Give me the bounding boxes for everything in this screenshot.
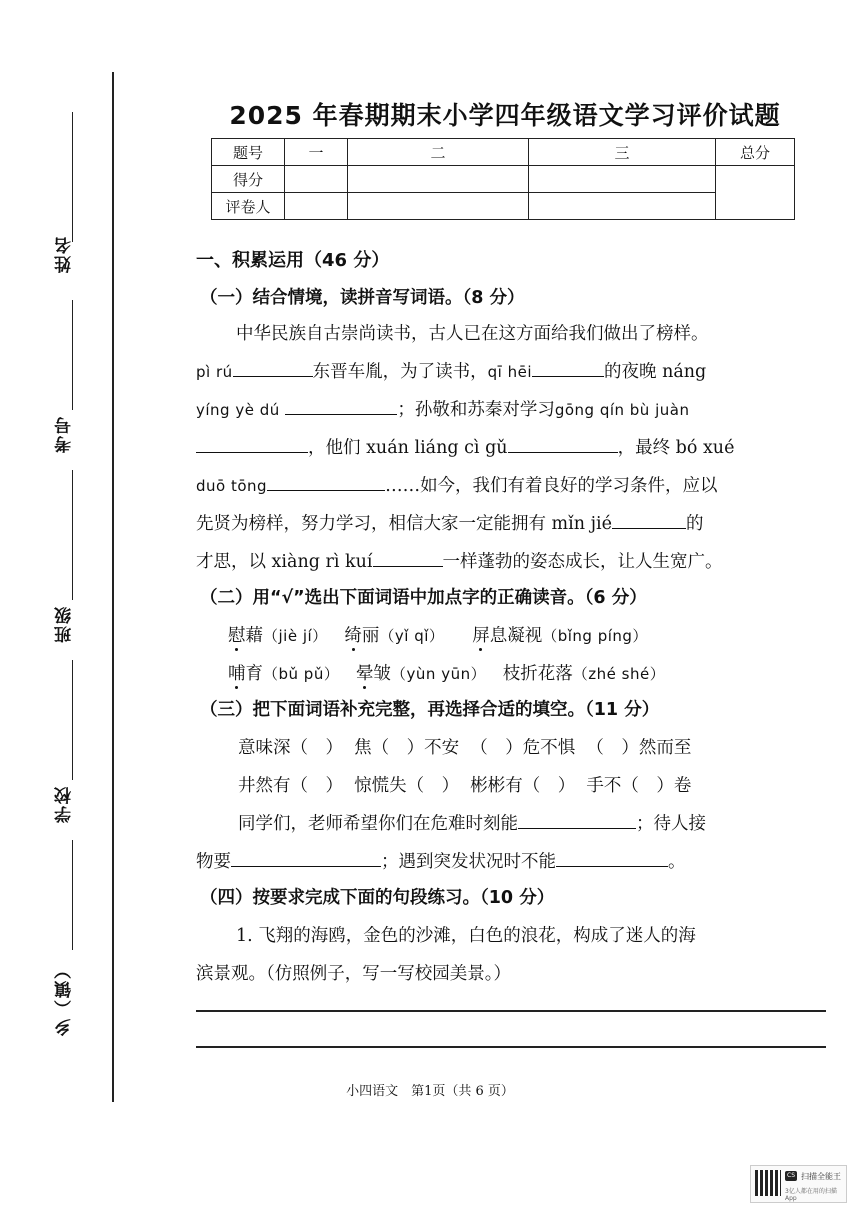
scanner-app-slogan: 3亿人都在用的扫描App [785, 1188, 837, 1202]
score-header-total: 总分 [716, 139, 795, 166]
score-header-q3: 三 [529, 139, 716, 166]
total-score-cell[interactable] [716, 166, 795, 220]
word: 哺 [228, 664, 246, 684]
exam-title: 2025 年春期期末小学四年级语文学习评价试题 [229, 101, 781, 130]
town-fill-line [72, 840, 73, 950]
q1-heading: （一）结合情境，读拼音写词语。（8 分） [200, 288, 525, 308]
idiom-fill[interactable]: 焦（ ）不安 [354, 738, 460, 758]
q3-row-2 [238, 772, 691, 797]
q3-row-1 [238, 734, 691, 759]
side-label-school: 学校 [55, 785, 75, 823]
q2-heading: （二）用“√”选出下面词语中加点字的正确读音。（6 分） [200, 588, 647, 608]
answer-blank[interactable] [267, 474, 385, 491]
idiom-fill[interactable]: （ ）然而至 [586, 738, 692, 758]
qr-code-icon [755, 1170, 781, 1196]
q1-line-5 [196, 472, 718, 497]
text: ；遇到突发状况时不能 [381, 852, 556, 872]
pinyin: gōng qín bù juàn [554, 401, 690, 419]
word: 藉 [245, 626, 263, 646]
score-row-label: 得分 [212, 166, 285, 193]
side-label-exam-no: 考号 [55, 415, 75, 453]
text: 先贤为榜样，努力学习，相信大家一定能拥有 mǐn jié [196, 514, 612, 534]
q2-row-2 [228, 660, 665, 685]
score-cell[interactable] [285, 166, 348, 193]
page-footer: 小四语文 第1页（共 6 页） [346, 1084, 514, 1099]
text: 的 [685, 514, 704, 534]
word: 屏 [472, 626, 490, 646]
score-cell[interactable] [348, 166, 529, 193]
idiom-fill[interactable]: 意味深（ ） [238, 738, 343, 758]
q3-sentence-2 [196, 848, 686, 873]
word: 皱 [373, 664, 392, 684]
answer-blank[interactable] [231, 850, 381, 867]
score-cell[interactable] [529, 166, 716, 193]
q1-line-1: 中华民族自古崇尚读书，古人已在这方面给我们做出了榜样。 [236, 324, 709, 344]
cs-logo: CS [787, 1172, 795, 1179]
class-fill-line [72, 470, 73, 600]
text: ；待人接 [636, 814, 706, 834]
q3-heading: （三）把下面词语补充完整，再选择合适的填空。（11 分） [200, 700, 660, 720]
answer-blank[interactable] [285, 398, 397, 415]
text: 同学们，老师希望你们在危难时刻能 [238, 814, 518, 834]
scanner-app-name: 扫描全能王 [801, 1172, 841, 1181]
pinyin: pì rú [196, 363, 233, 381]
pinyin-options[interactable]: （yùn yūn） [391, 665, 487, 683]
word: 慰 [228, 626, 246, 646]
text: 。 [668, 852, 686, 872]
text: 才思，以 xiàng rì kuí [196, 552, 373, 572]
text: ；孙敬和苏秦对学习 [397, 400, 555, 420]
q1-line-7 [196, 548, 723, 573]
score-table [211, 138, 795, 220]
answer-blank[interactable] [196, 436, 308, 453]
q1-line-6 [196, 510, 703, 535]
word: 息凝视 [489, 626, 543, 646]
answer-blank[interactable] [508, 436, 618, 453]
score-header-q2: 二 [348, 139, 529, 166]
text: 一样蓬勃的姿态成长，让人生宽广。 [442, 552, 723, 572]
pinyin: yíng yè dú [196, 401, 280, 419]
grader-row-label: 评卷人 [212, 193, 285, 220]
word: 枝折花落 [502, 664, 573, 684]
q4-heading: （四）按要求完成下面的句段练习。（10 分） [200, 888, 555, 908]
score-header-label: 题号 [212, 139, 285, 166]
q3-sentence-1 [238, 810, 706, 835]
q1-line-3 [196, 396, 689, 421]
idiom-fill[interactable]: 彬彬有（ ） [470, 776, 576, 796]
answer-blank[interactable] [373, 550, 443, 567]
side-label-name: 姓名 [55, 235, 75, 273]
pinyin-options[interactable]: （bǐng píng） [542, 627, 648, 645]
scanner-watermark [750, 1165, 847, 1203]
side-label-town: 乡（镇） [55, 960, 75, 1036]
answer-blank[interactable] [518, 812, 636, 829]
q2-row-1 [228, 622, 648, 647]
idiom-fill[interactable]: 井然有（ ） [238, 776, 343, 796]
name-fill-line [72, 112, 73, 242]
pinyin: duō tōng [196, 477, 268, 495]
score-header-q1: 一 [285, 139, 348, 166]
exam-no-fill-line [72, 300, 73, 410]
answer-writing-line[interactable] [196, 1046, 826, 1048]
idiom-fill[interactable]: 手不（ ）卷 [586, 776, 692, 796]
word: 绮 [344, 626, 362, 646]
q4-line-2: 滨景观。（仿照例子，写一写校园美景。） [196, 964, 511, 984]
q1-line-4 [196, 434, 734, 459]
grader-cell[interactable] [348, 193, 529, 220]
answer-blank[interactable] [612, 512, 686, 529]
idiom-fill[interactable]: 惊慌失（ ） [354, 776, 460, 796]
word: 育 [245, 664, 263, 684]
text: 物要 [196, 852, 231, 872]
grader-cell[interactable] [285, 193, 348, 220]
answer-blank[interactable] [556, 850, 668, 867]
text: ，他们 xuán liáng cì gǔ [308, 438, 508, 458]
pinyin-options[interactable]: （zhé shé） [572, 665, 666, 683]
pinyin-options[interactable]: （bǔ pǔ） [263, 665, 340, 683]
word: 丽 [361, 626, 380, 646]
text: ……如今，我们有着良好的学习条件，应以 [385, 476, 718, 496]
school-fill-line [72, 660, 73, 780]
section1-heading: 一、积累运用（46 分） [196, 250, 390, 271]
idiom-fill[interactable]: （ ）危不惧 [470, 738, 576, 758]
pinyin-options[interactable]: （jiè jí） [263, 627, 328, 645]
side-label-class: 班级 [55, 605, 75, 643]
pinyin: qī hēi [487, 363, 533, 381]
q1-line-2 [196, 358, 706, 383]
grader-cell[interactable] [529, 193, 716, 220]
word: 晕 [356, 664, 374, 684]
text: 东晋车胤，为了读书， [312, 362, 488, 382]
text: 的夜晚 náng [604, 362, 707, 382]
binding-line [112, 72, 114, 1102]
answer-blank[interactable] [532, 360, 604, 377]
q4-line-1: 1. 飞翔的海鸥，金色的沙滩，白色的浪花，构成了迷人的海 [236, 926, 696, 946]
answer-writing-line[interactable] [196, 1010, 826, 1012]
pinyin-options[interactable]: （yǐ qǐ） [379, 627, 445, 645]
text: ，最终 bó xué [617, 438, 735, 458]
answer-blank[interactable] [233, 360, 313, 377]
